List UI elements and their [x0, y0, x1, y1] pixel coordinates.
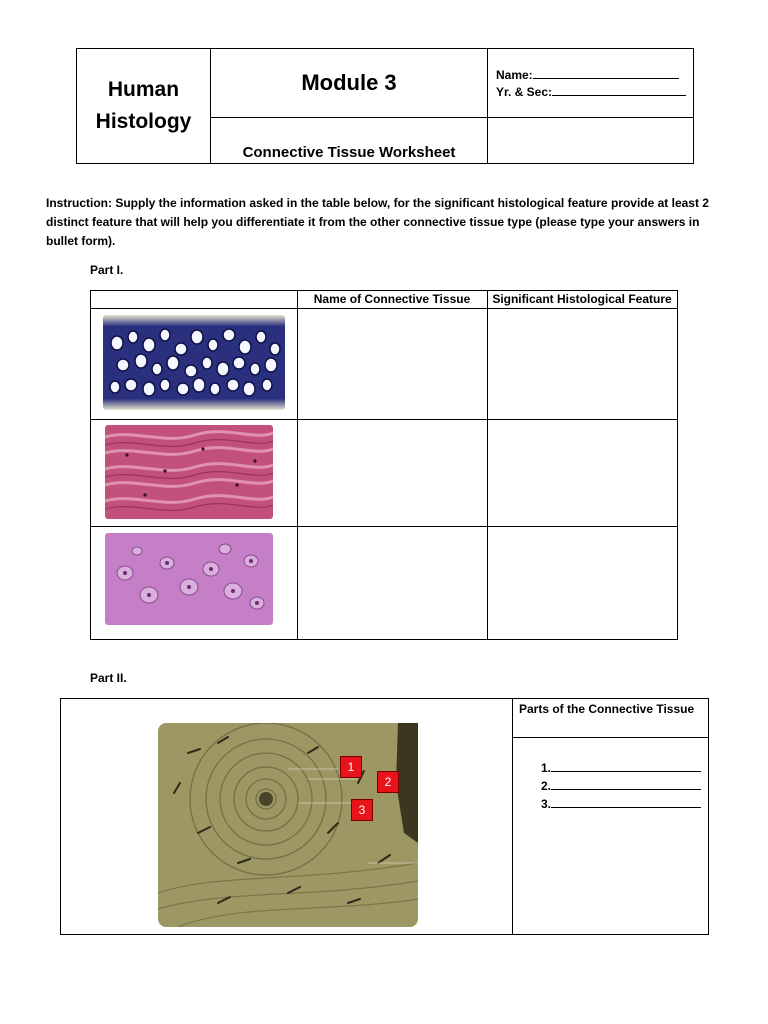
col-header-tissue-name: Name of Connective Tissue [313, 292, 471, 306]
tissue-image-1 [103, 315, 285, 410]
answer-label-2: 2. [541, 779, 552, 793]
course-title-line1: Human [107, 78, 180, 101]
section-label: Yr. & Sec: [496, 85, 553, 99]
answer-label-1: 1. [541, 761, 552, 775]
answer-label-3: 3. [541, 797, 552, 811]
answer-row-3[interactable] [541, 795, 701, 813]
course-title-cell [77, 49, 211, 163]
module-title: Module 3 [211, 49, 488, 118]
worksheet-title: Connective Tissue Worksheet [211, 118, 488, 163]
part1-label: Part I. [90, 263, 124, 277]
course-title-line2: Histology [95, 110, 192, 133]
instruction-text: Instruction: Supply the information asked in the table below, for the significant histological feature provide at least 2 distinct feature that will help you differentiate it from the other connective tissue type (please type your answers in bullet form). [46, 196, 709, 248]
tissue-image-2 [105, 425, 273, 519]
name-blank[interactable] [533, 67, 679, 79]
col-header-histological-feature: Significant Histological Feature [492, 292, 672, 306]
answer-row-1[interactable] [541, 759, 701, 777]
answer-blank-3[interactable] [551, 796, 701, 808]
name-label: Name: [496, 68, 533, 82]
header-table [76, 48, 694, 164]
marker-2: 2 [377, 771, 399, 793]
section-field-row[interactable] [496, 84, 693, 101]
student-info-cell [488, 49, 693, 118]
tissue-image-3 [105, 533, 273, 625]
blank-header-cell [488, 118, 693, 163]
answer-row-2[interactable] [541, 777, 701, 795]
name-field-row[interactable] [496, 67, 693, 84]
answer-list [541, 759, 701, 813]
answer-blank-1[interactable] [551, 760, 701, 772]
part2-table [60, 698, 709, 935]
marker-3: 3 [351, 799, 373, 821]
col-header-image [91, 291, 297, 308]
section-blank[interactable] [552, 84, 686, 96]
part2-label: Part II. [90, 671, 127, 685]
answer-blank-2[interactable] [551, 778, 701, 790]
bone-micrograph [158, 723, 418, 927]
parts-column-header: Parts of the Connective Tissue [519, 702, 695, 716]
part1-table [90, 290, 678, 640]
marker-1: 1 [340, 756, 362, 778]
